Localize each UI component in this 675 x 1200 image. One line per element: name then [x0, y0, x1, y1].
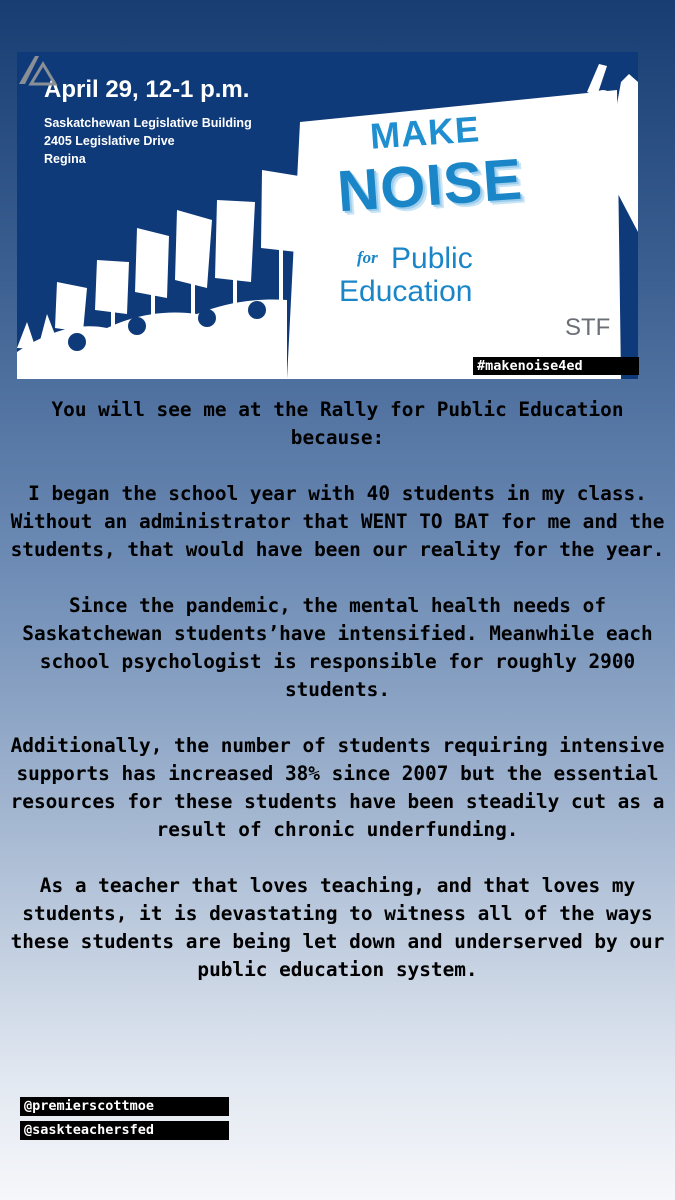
- story-text: [0, 396, 675, 984]
- poster-org-name: STF: [565, 314, 611, 341]
- poster-education-text: Education: [339, 275, 473, 308]
- stf-logo-icon: [17, 52, 59, 86]
- story-paragraph: Since the pandemic, the mental health needs of Saskatchewan students’have intensified. Meanwhile each school psychologist is responsible for roughly 2900 students.: [22, 594, 653, 701]
- address-line: Saskatchewan Legislative Building: [44, 116, 252, 130]
- poster-public-text: Public: [391, 242, 473, 275]
- poster-for-text: for: [357, 248, 378, 267]
- poster-make-text: MAKE: [368, 108, 482, 157]
- address-line: Regina: [44, 152, 86, 166]
- address-line: 2405 Legislative Drive: [44, 134, 175, 148]
- poster-date: April 29, 12-1 p.m.: [44, 76, 250, 103]
- story-paragraph: You will see me at the Rally for Public Education because:: [51, 398, 624, 449]
- mention-sticker-stf[interactable]: @saskteachersfed: [20, 1121, 229, 1140]
- hashtag-sticker[interactable]: #makenoise4ed: [473, 357, 639, 375]
- mention-sticker-premier[interactable]: @premierscottmoe: [20, 1097, 229, 1116]
- story-paragraph: Additionally, the number of students requiring intensive supports has increased 38% since 2007 but the essential resources for these students have been steadily cut as a result of chronic underfunding.: [10, 734, 665, 841]
- story-paragraph: As a teacher that loves teaching, and that loves my students, it is devastating to witness all of the ways these students are being let down and underserved by our public education system.: [10, 874, 665, 981]
- rally-poster-image: [17, 52, 638, 379]
- poster-noise-text: NOISE: [335, 146, 525, 225]
- story-paragraph: I began the school year with 40 students in my class. Without an administrator that WENT TO BAT for me and the students, that would have been our reality for the year.: [10, 482, 665, 561]
- poster-address: [44, 114, 252, 168]
